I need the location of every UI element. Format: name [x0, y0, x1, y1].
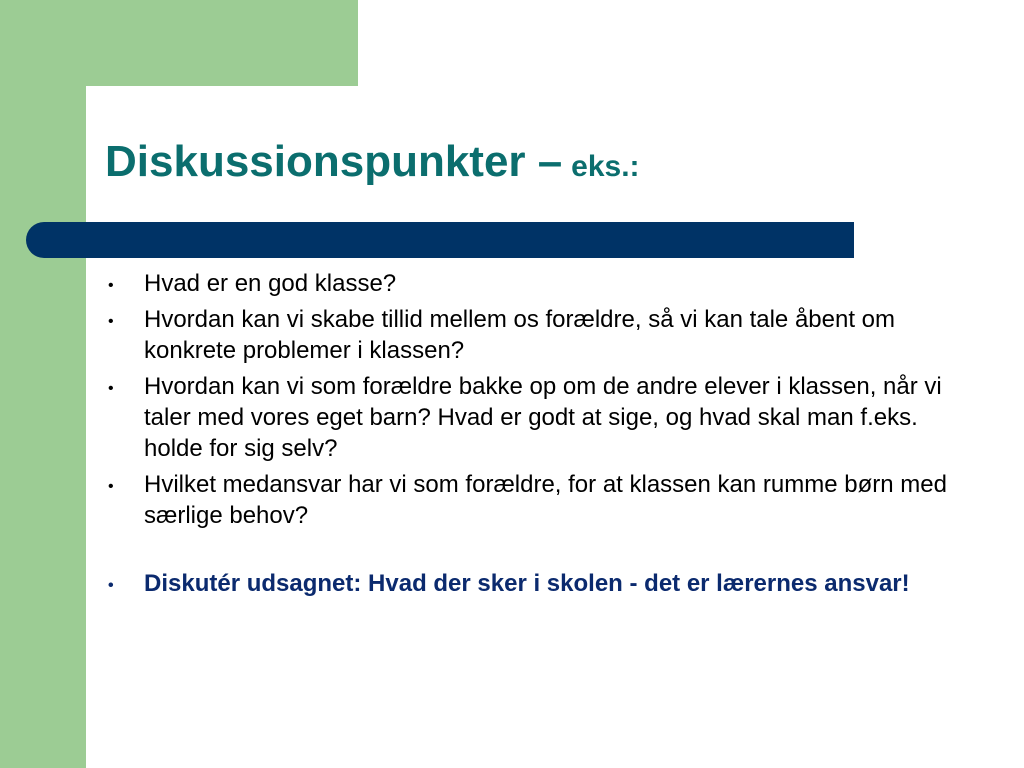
bullet-dot-icon: • [108, 577, 114, 594]
bullet-text: Diskutér udsagnet: Hvad der sker i skolen - det er lærernes ansvar! [144, 570, 910, 597]
bullet-item [105, 268, 955, 299]
bullet-text: Hvilket medansvar har vi som forældre, for at klassen kan rumme børn med særlige behov? [144, 471, 947, 529]
green-accent-left [0, 0, 86, 768]
bullet-text: Hvordan kan vi som forældre bakke op om de andre elever i klassen, når vi taler med vores eget barn? Hvad er godt at sige, og hvad skal man f.eks. holde for sig selv? [144, 373, 942, 462]
bullet-text: Hvordan kan vi skabe tillid mellem os forældre, så vi kan tale åbent om konkrete problemer i klassen? [144, 306, 896, 364]
bullet-dot-icon: • [108, 478, 114, 495]
green-accent-top [0, 0, 358, 86]
bullet-item [105, 469, 955, 531]
bullet-list [105, 268, 955, 599]
bullet-dot-icon: • [108, 313, 114, 330]
slide-title [105, 137, 640, 186]
bullet-item-emphasis [105, 568, 955, 599]
slide-title-main: Diskussionspunkter – [105, 137, 563, 186]
bullet-item [105, 371, 955, 464]
bullet-text: Hvad er en god klasse? [144, 270, 397, 297]
bullet-dot-icon: • [108, 380, 114, 397]
slide-title-sub: eks.: [571, 150, 640, 183]
bullet-item [105, 304, 955, 366]
title-divider-bar [26, 222, 854, 258]
bullet-dot-icon: • [108, 277, 114, 294]
